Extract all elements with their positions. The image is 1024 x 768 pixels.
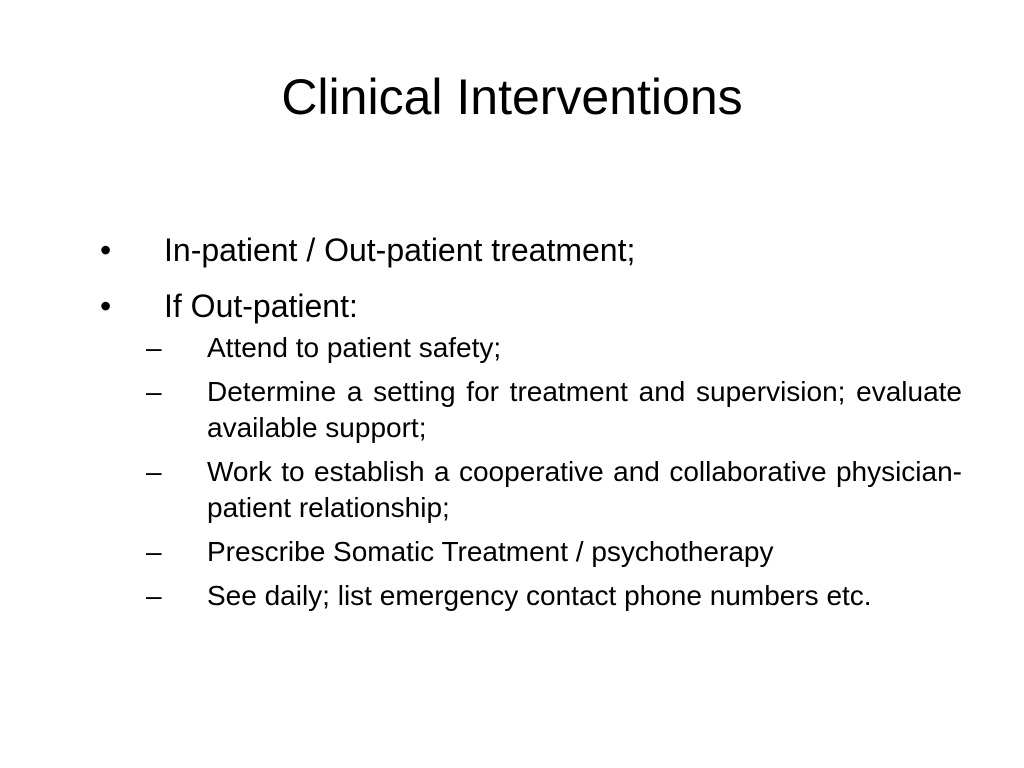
sub-bullet-text: Determine a setting for treatment and supervision; evaluate available support; bbox=[207, 376, 962, 443]
dash-icon: – bbox=[146, 456, 162, 487]
bullet-item bbox=[90, 228, 962, 272]
dash-icon: – bbox=[146, 580, 162, 611]
bullet-item bbox=[90, 284, 962, 328]
bullet-text: If Out-patient: bbox=[164, 288, 358, 324]
sub-bullet-item bbox=[90, 374, 962, 446]
bullet-icon: • bbox=[100, 288, 112, 324]
sub-bullet-item bbox=[90, 454, 962, 526]
dash-icon: – bbox=[146, 376, 162, 407]
sub-bullet-text: See daily; list emergency contact phone numbers etc. bbox=[207, 580, 872, 611]
bullet-text: In-patient / Out-patient treatment; bbox=[164, 232, 636, 268]
dash-icon: – bbox=[146, 332, 162, 363]
sub-bullet-item bbox=[90, 578, 962, 614]
slide-body bbox=[90, 228, 962, 622]
sub-bullet-text: Prescribe Somatic Treatment / psychotherapy bbox=[207, 536, 774, 567]
sub-bullet-item bbox=[90, 534, 962, 570]
bullet-icon: • bbox=[100, 232, 112, 268]
sub-bullet-text: Work to establish a cooperative and collaborative physician-patient relationship; bbox=[207, 456, 962, 523]
sub-bullet-text: Attend to patient safety; bbox=[207, 332, 502, 363]
sub-bullet-item bbox=[90, 330, 962, 366]
slide-title: Clinical Interventions bbox=[281, 69, 743, 125]
dash-icon: – bbox=[146, 536, 162, 567]
